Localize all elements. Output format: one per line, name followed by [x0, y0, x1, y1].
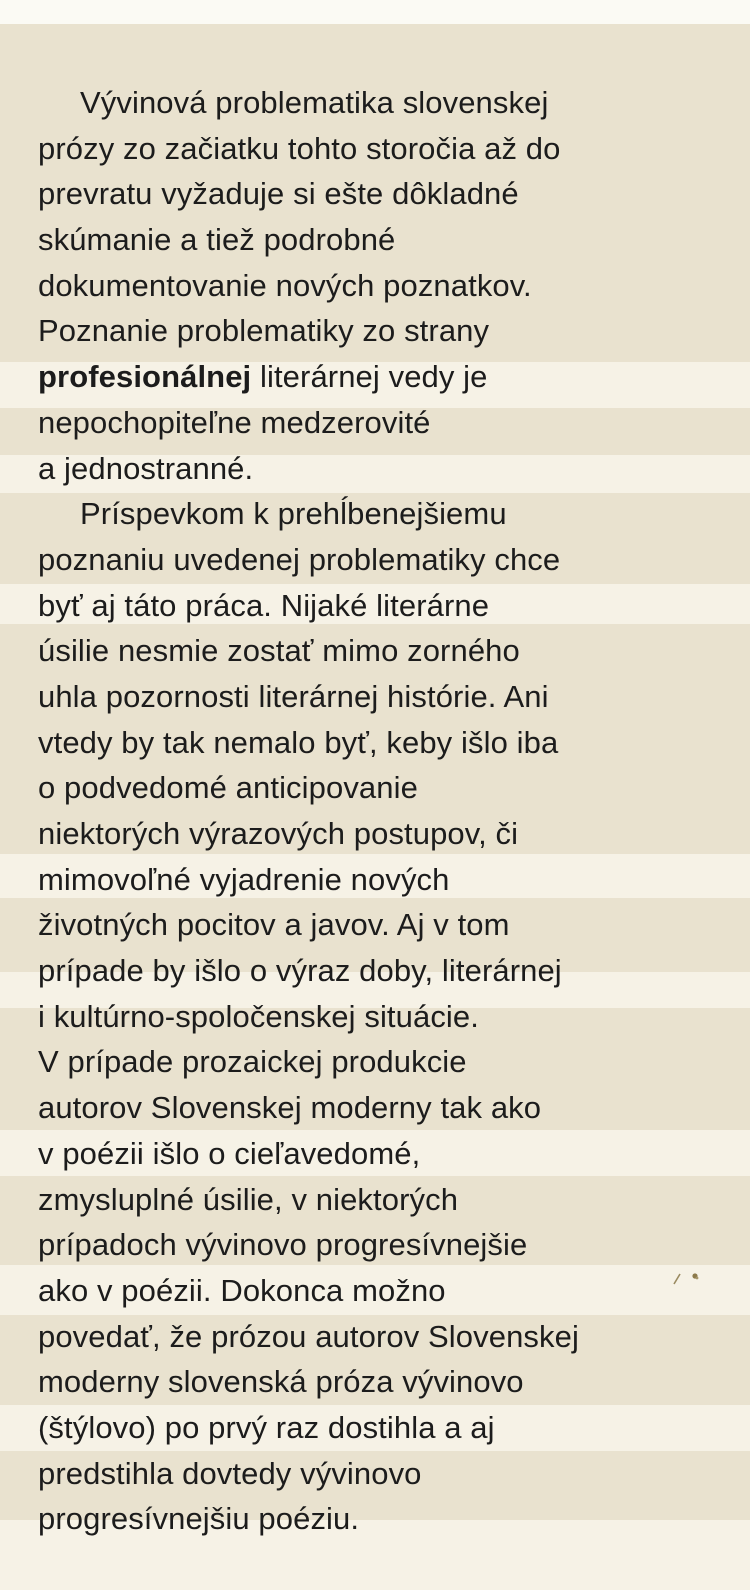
text-line: V prípade prozaickej produkcie [38, 1044, 467, 1080]
text-line: Poznanie problematiky zo strany [38, 313, 490, 349]
text-line: byť aj táto práca. Nijaké literárne [38, 587, 490, 623]
text-line: zmysluplné úsilie, v niektorých [38, 1181, 459, 1217]
text-line: autorov Slovenskej moderny tak ako [38, 1090, 542, 1126]
text-line: nepochopiteľne medzerovité [38, 404, 431, 440]
text-line: životných pocitov a javov. Aj v tom [38, 907, 510, 943]
text-line: prózy zo začiatku tohto storočia až do [38, 130, 561, 166]
bold-term: profesionálnej [38, 359, 252, 395]
text-line: skúmanie a tiež podrobné [38, 222, 396, 258]
document-text [38, 80, 738, 1542]
text-line: (štýlovo) po prvý raz dostihla a aj [38, 1409, 495, 1445]
text-line: dokumentovanie nových poznatkov. [38, 267, 532, 303]
scan-top-edge [0, 0, 750, 24]
text-line: prípadoch vývinovo progresívnejšie [38, 1227, 528, 1263]
paragraph-1 [38, 80, 738, 491]
paragraph-2 [38, 491, 738, 1542]
text-line: o podvedomé anticipovanie [38, 770, 418, 806]
text-line: a jednostranné. [38, 450, 254, 486]
text-line: i kultúrno-spoločenskej situácie. [38, 998, 479, 1034]
text-line-rest: literárnej vedy je [251, 359, 488, 395]
text-line: úsilie nesmie zostať mimo zorného [38, 633, 520, 669]
text-line: prevratu vyžaduje si ešte dôkladné [38, 176, 519, 212]
text-line: niektorých výrazových postupov, či [38, 816, 519, 851]
text-line: Príspevkom k prehĺbenejšiemu [80, 496, 507, 532]
text-line: Vývinová problematika slovenskej [80, 85, 549, 120]
text-line: uhla pozornosti literárnej histórie. Ani [38, 678, 549, 714]
text-line: progresívnejšiu poéziu. [38, 1501, 360, 1537]
text-line: poznaniu uvedenej problematiky chce [38, 541, 561, 577]
text-line: prípade by išlo o výraz doby, literárnej [38, 953, 562, 989]
text-line: vtedy by tak nemalo byť, keby išlo iba [38, 724, 559, 760]
text-line: ako v poézii. Dokonca možno [38, 1272, 446, 1308]
scan-speck-marks [668, 1266, 708, 1290]
text-line [38, 354, 738, 400]
text-line: predstihla dovtedy vývinovo [38, 1455, 422, 1491]
text-line: mimovoľné vyjadrenie nových [38, 861, 450, 897]
text-line: moderny slovenská próza vývinovo [38, 1364, 524, 1400]
text-line: v poézii išlo o cieľavedomé, [38, 1135, 421, 1171]
text-line: povedať, že prózou autorov Slovenskej [38, 1318, 579, 1354]
